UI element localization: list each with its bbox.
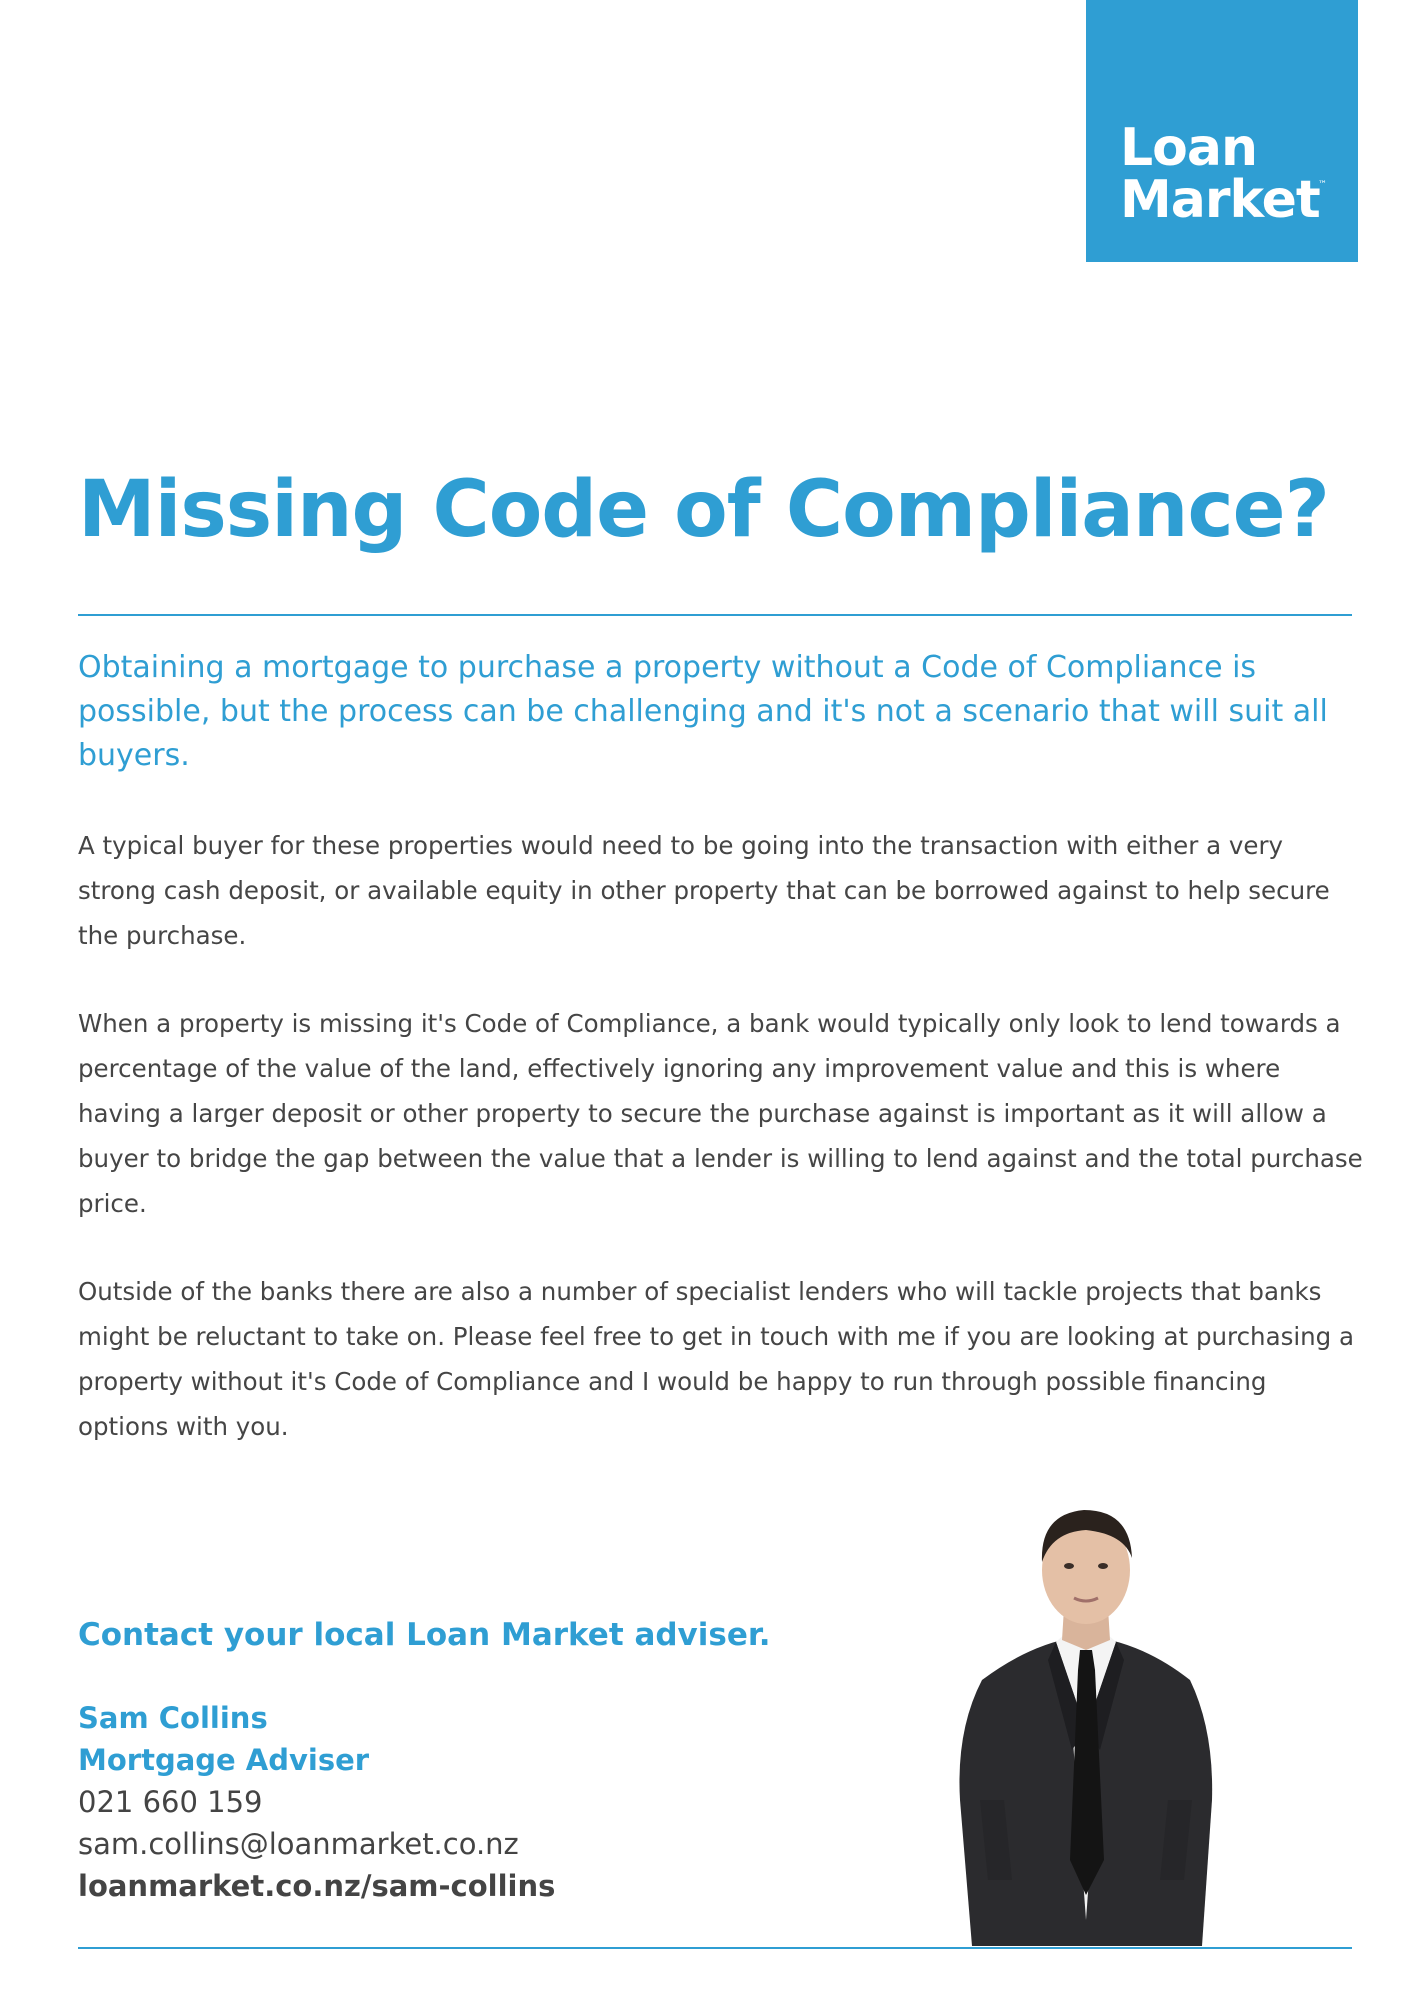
adviser-portrait-photo (952, 1500, 1220, 1946)
adviser-website-link[interactable]: loanmarket.co.nz/sam-collins (78, 1869, 556, 1903)
logo-text-market: Market (1120, 170, 1320, 230)
body-paragraph-1: A typical buyer for these properties would need to be going into the transaction with either a very strong cash deposit, or available equity in other property that can be borrowed against to help secure the purchase. (78, 831, 1330, 950)
adviser-name: Sam Collins (78, 1701, 268, 1735)
loan-market-logo (1086, 0, 1358, 262)
adviser-phone[interactable]: 021 660 159 (78, 1785, 263, 1819)
body-paragraph-2: When a property is missing it's Code of Compliance, a bank would typically only look to lend towards a percentage of the value of the land, effectively ignoring any improvement value and this is where having a larger deposit or other property to secure the purchase against is important as it will allow a buyer to bridge the gap between the value that a lender is willing to lend against and the total purchase price. (78, 1009, 1363, 1218)
adviser-email[interactable]: sam.collins@loanmarket.co.nz (78, 1827, 519, 1861)
contact-heading: Contact your local Loan Market adviser. (78, 1617, 771, 1653)
adviser-role: Mortgage Adviser (78, 1743, 370, 1777)
top-divider (78, 614, 1352, 616)
contact-block (78, 1697, 555, 1907)
lead-paragraph: Obtaining a mortgage to purchase a property without a Code of Compliance is possible, but the process can be challenging and it's not a scenario that will suit all buyers. (78, 650, 1328, 773)
page-title: Missing Code of Compliance? (78, 465, 1329, 555)
body-paragraph-3: Outside of the banks there are also a number of specialist lenders who will tackle projects that banks might be reluctant to take on. Please feel free to get in touch with me if you are looking at purchasing a property without it's Code of Compliance and I would be happy to run through possible financing options with you. (78, 1277, 1355, 1441)
logo-trademark: ™ (1318, 180, 1327, 190)
bottom-divider (78, 1947, 1352, 1949)
logo-text-loan: Loan (1120, 118, 1257, 178)
